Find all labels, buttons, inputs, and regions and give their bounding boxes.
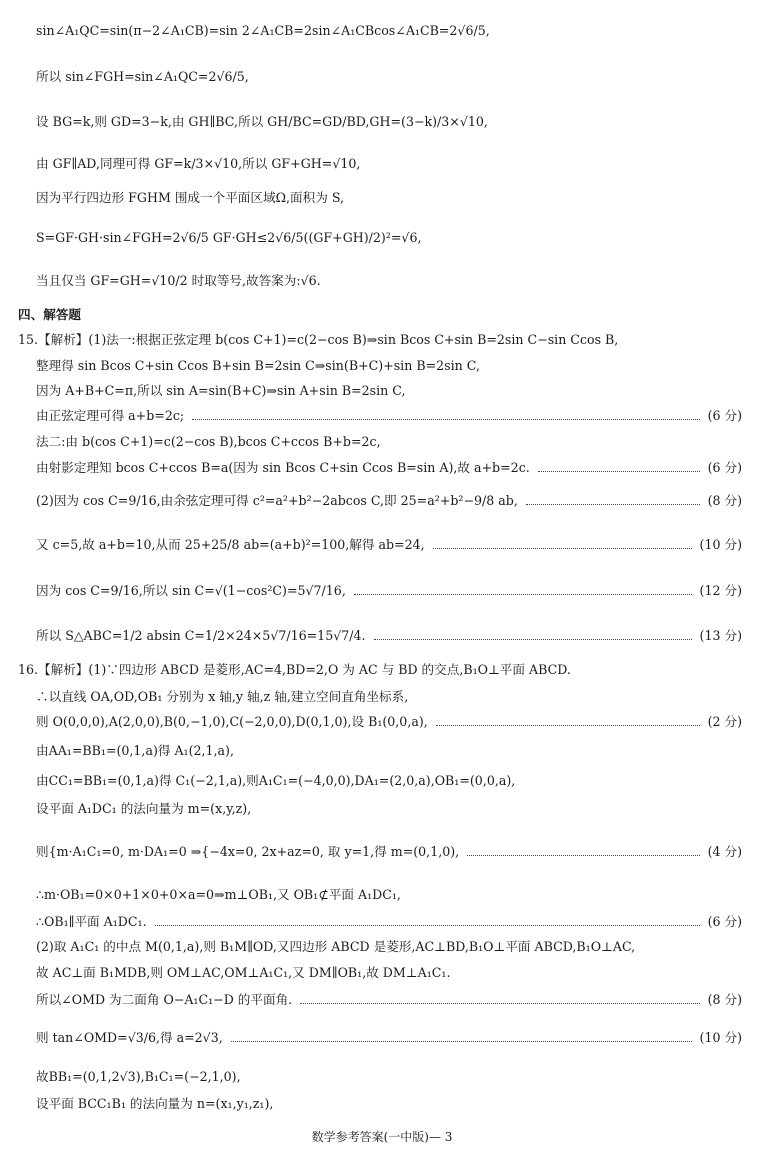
text-line: 设平面 A₁DC₁ 的法向量为 m=(x,y,z), [36,801,252,816]
text-line: 法二:由 b(cos C+1)=c(2−cos B),bcos C+ccos B+b=2c, [36,434,381,449]
text-line: ∴以直线 OA,OD,OB₁ 分别为 x 轴,y 轴,z 轴,建立空间直角坐标系, [36,689,409,704]
text-line: 整理得 sin Bcos C+sin Ccos B+sin B=2sin C⇒sin(B+C)+sin B=2sin C, [36,358,480,373]
text-line: 故 AC⊥面 B₁MDB,则 OM⊥AC,OM⊥A₁C₁,又 DM∥OB₁,故 DM⊥A₁C₁. [36,965,451,980]
text-line: ∴m·OB₁=0×0+1×0+0×a=0⇒m⊥OB₁,又 OB₁⊄平面 A₁DC₁, [36,887,401,902]
score-label: (13 分) [699,628,742,643]
leader-dots [467,855,699,856]
leader-dots [192,419,699,420]
scored-line: 则{m·A₁C₁=0, m·DA₁=0 ⇒{−4x=0, 2x+az=0, 取 y=1,得 m=(0,1,0), (4 分) [36,844,742,859]
scored-line: 由正弦定理可得 a+b=2c; (6 分) [36,408,742,423]
leader-dots [354,594,692,595]
scored-line: 则 O(0,0,0),A(2,0,0),B(0,−1,0),C(−2,0,0),D(0,1,0),设 B₁(0,0,a), (2 分) [36,714,742,729]
text-line: 故BB₁=(0,1,2√3),B₁C₁=(−2,1,0), [36,1069,241,1084]
scored-line: (2)因为 cos C=9/16,由余弦定理可得 c²=a²+b²−2abcos C,即 25=a²+b²−9/8 ab, (8 分) [36,493,742,508]
score-label: (8 分) [707,992,742,1007]
score-label: (10 分) [699,1030,742,1045]
score-label: (10 分) [699,537,742,552]
text-line: sin∠A₁QC=sin(π−2∠A₁CB)=sin 2∠A₁CB=2sin∠A₁CBcos∠A₁CB=2√6/5, [36,23,490,38]
scored-line: 又 c=5,故 a+b=10,从而 25+25/8 ab=(a+b)²=100,解得 ab=24, (10 分) [36,537,742,552]
text-line: (2)取 A₁C₁ 的中点 M(0,1,a),则 B₁M∥OD,又四边形 ABCD 是菱形,AC⊥BD,B₁O⊥平面 ABCD,B₁O⊥AC, [36,939,636,954]
text-line: 由 GF∥AD,同理可得 GF=k/3×√10,所以 GF+GH=√10, [36,156,361,171]
scored-line: 由射影定理知 bcos C+ccos B=a(因为 sin Bcos C+sin Ccos B=sin A),故 a+b=2c. (6 分) [36,460,742,475]
leader-dots [538,471,700,472]
leader-dots [433,548,692,549]
text-line: 所以 sin∠FGH=sin∠A₁QC=2√6/5, [36,69,249,84]
leader-dots [155,925,700,926]
scored-line: ∴OB₁∥平面 A₁DC₁. (6 分) [36,914,742,929]
scored-line: 则 tan∠OMD=√3/6,得 a=2√3, (10 分) [36,1030,742,1045]
score-label: (4 分) [707,844,742,859]
text-line: 设平面 BCC₁B₁ 的法向量为 n=(x₁,y₁,z₁), [36,1096,274,1111]
page-footer: 数学参考答案(一中版)— 3 [311,1130,453,1144]
score-label: (12 分) [699,583,742,598]
score-label: (6 分) [707,914,742,929]
text-line: S=GF·GH·sin∠FGH=2√6/5 GF·GH≤2√6/5((GF+GH)/2)²=√6, [36,230,422,245]
leader-dots [300,1003,699,1004]
text-line: 因为 A+B+C=π,所以 sin A=sin(B+C)⇒sin A+sin B=2sin C, [36,383,406,398]
score-label: (2 分) [707,714,742,729]
question-15-line: 15.【解析】(1)法一:根据正弦定理 b(cos C+1)=c(2−cos B)⇒sin Bcos C+sin B=2sin C−sin Ccos B, [18,332,619,347]
text-line: 当且仅当 GF=GH=√10/2 时取等号,故答案为:√6. [36,273,321,288]
leader-dots [231,1041,692,1042]
text-line: 因为平行四边形 FGHM 围成一个平面区域Ω,面积为 S, [36,190,344,205]
question-16-line: 16.【解析】(1)∵四边形 ABCD 是菱形,AC=4,BD=2,O 为 AC 与 BD 的交点,B₁O⊥平面 ABCD. [18,662,571,677]
leader-dots [526,504,700,505]
leader-dots [436,725,700,726]
score-label: (6 分) [707,408,742,423]
scored-line: 所以 S△ABC=1/2 absin C=1/2×24×5√7/16=15√7/4. (13 分) [36,628,742,643]
scored-line: 所以∠OMD 为二面角 O−A₁C₁−D 的平面角. (8 分) [36,992,742,1007]
text-line: 设 BG=k,则 GD=3−k,由 GH∥BC,所以 GH/BC=GD/BD,GH=(3−k)/3×√10, [36,114,488,129]
score-label: (8 分) [707,493,742,508]
text-line: 由CC₁=BB₁=(0,1,a)得 C₁(−2,1,a),则A₁C₁=(−4,0,0),DA₁=(2,0,a),OB₁=(0,0,a), [36,773,516,788]
score-label: (6 分) [707,460,742,475]
leader-dots [374,639,692,640]
text-line: 由AA₁=BB₁=(0,1,a)得 A₁(2,1,a), [36,743,234,758]
scored-line: 因为 cos C=9/16,所以 sin C=√(1−cos²C)=5√7/16, (12 分) [36,583,742,598]
section-heading: 四、解答题 [18,307,81,322]
